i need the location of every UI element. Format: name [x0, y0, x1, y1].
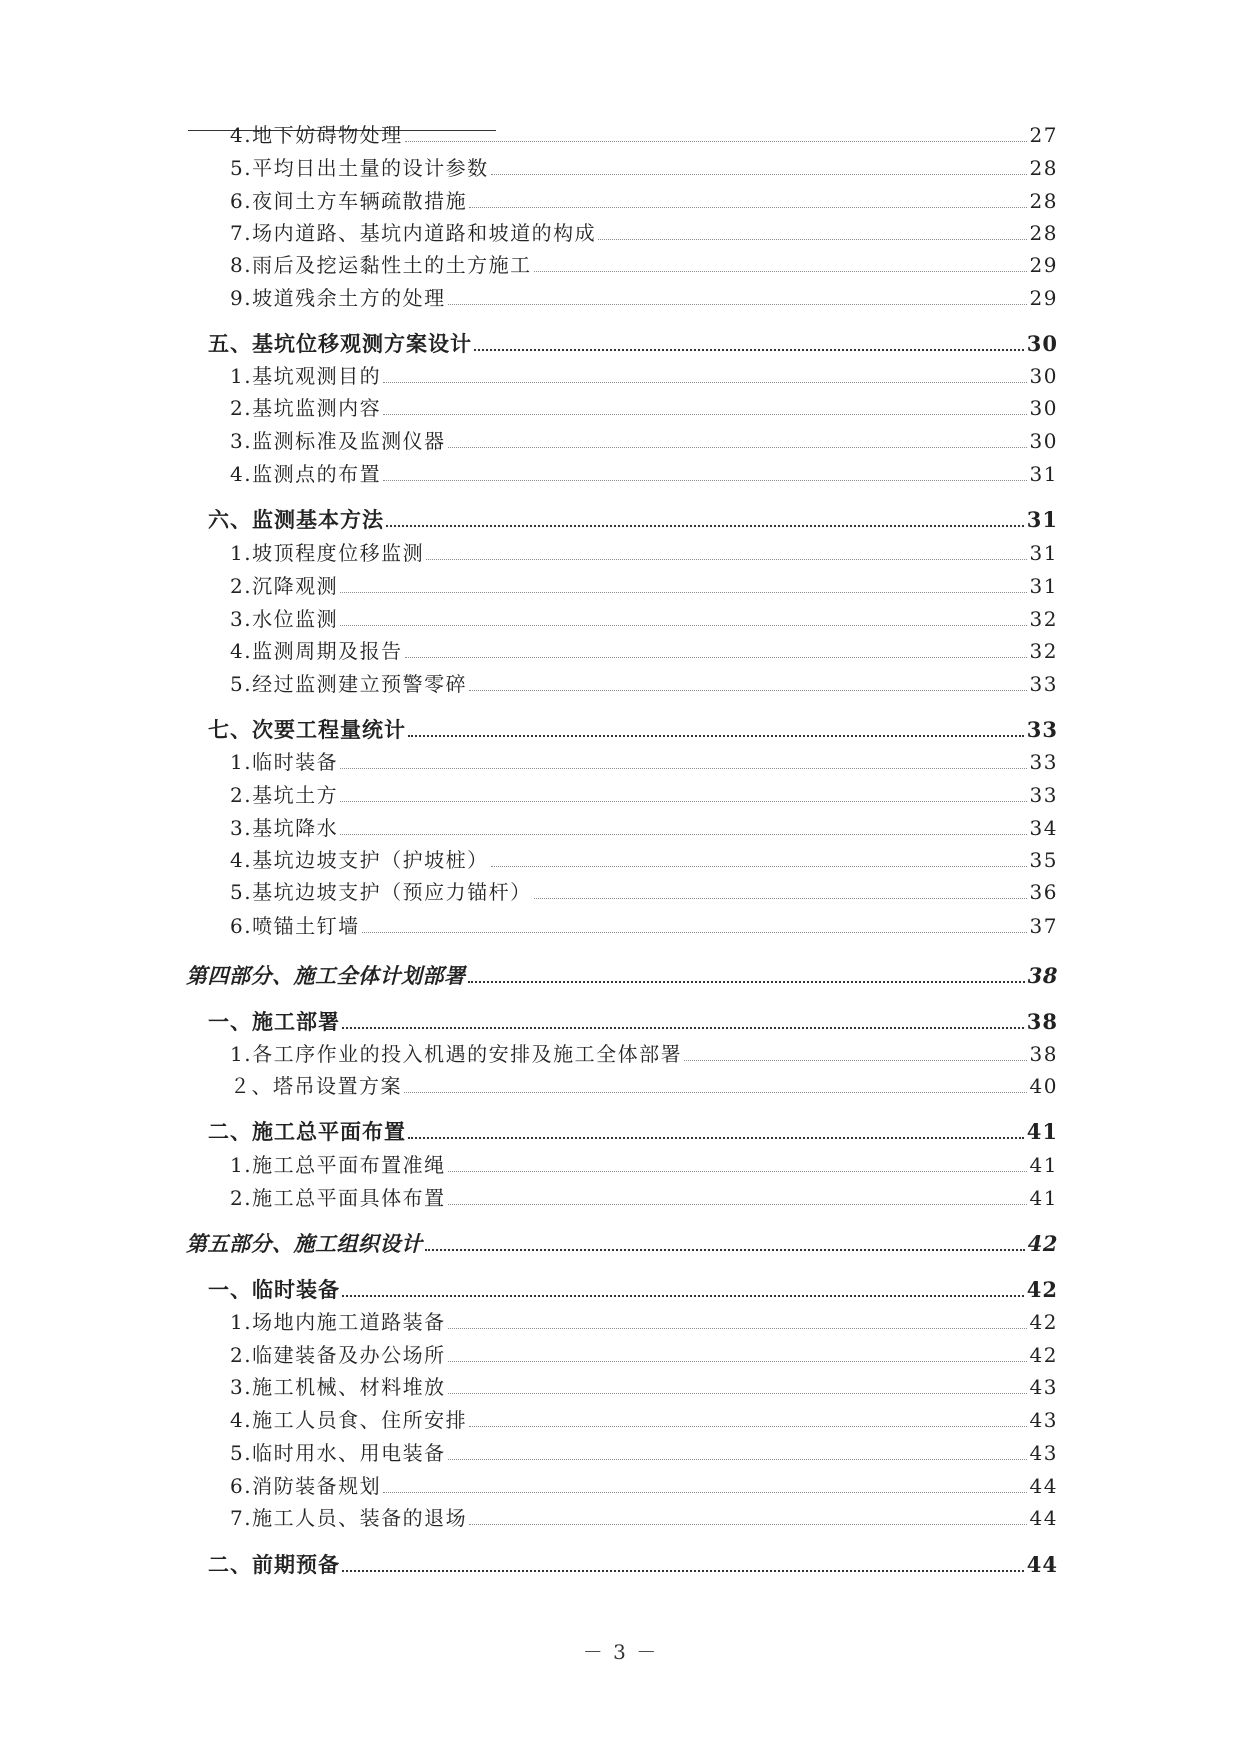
toc-entry-page: 42	[1027, 1231, 1058, 1256]
toc-entry-page: 33	[1029, 783, 1058, 807]
toc-entry[interactable]	[230, 388, 1058, 418]
toc-entry-page: 43	[1029, 1375, 1058, 1399]
toc-entry-title: 6.喷锚土钉墙	[230, 914, 360, 938]
toc-entry-page: 30	[1029, 429, 1058, 453]
toc-entry-title: 1.坡顶程度位移监测	[230, 541, 425, 565]
toc-entry[interactable]	[230, 872, 1058, 902]
toc-entry-page: 31	[1029, 541, 1058, 565]
toc-entry-page: 30	[1029, 364, 1058, 388]
toc-entry-page: 29	[1029, 286, 1058, 310]
toc-entry[interactable]	[230, 356, 1058, 386]
toc-entry[interactable]	[230, 1178, 1058, 1208]
toc-dot-leader	[448, 447, 1027, 448]
toc-entry-page: 29	[1029, 253, 1058, 277]
toc-section-heading[interactable]	[208, 1112, 1058, 1142]
toc-entry-page: 32	[1029, 639, 1058, 663]
toc-entry[interactable]	[230, 1400, 1058, 1430]
toc-dot-leader	[383, 382, 1026, 383]
toc-dot-leader	[448, 1393, 1027, 1394]
toc-dot-leader	[340, 801, 1026, 802]
toc-entry-title: 五、基坑位移观测方案设计	[208, 331, 472, 356]
toc-dot-leader	[342, 1027, 1024, 1029]
toc-dot-leader	[405, 657, 1027, 658]
toc-entry-title: 4.监测周期及报告	[230, 639, 403, 663]
toc-part-heading[interactable]	[186, 1224, 1058, 1254]
toc-section-heading[interactable]	[208, 1545, 1058, 1575]
toc-dot-leader	[448, 1328, 1027, 1329]
toc-entry[interactable]	[230, 421, 1058, 451]
toc-entry-title: 4.施工人员食、住所安排	[230, 1408, 468, 1432]
toc-entry[interactable]	[230, 1145, 1058, 1175]
toc-entry-title: ２、塔吊设置方案	[230, 1074, 402, 1098]
toc-entry-title: 2.临建装备及办公场所	[230, 1343, 446, 1367]
toc-entry-page: 34	[1029, 816, 1058, 840]
toc-dot-leader	[425, 1249, 1025, 1251]
toc-entry-page: 44	[1026, 1552, 1058, 1577]
toc-dot-leader	[469, 1426, 1026, 1427]
toc-section-heading[interactable]	[208, 710, 1058, 740]
toc-entry-page: 30	[1029, 396, 1058, 420]
toc-dot-leader	[340, 625, 1026, 626]
toc-entry[interactable]	[230, 906, 1058, 936]
toc-entry-page: 33	[1029, 750, 1058, 774]
toc-entry[interactable]	[230, 115, 1058, 145]
toc-entry-title: 6.消防装备规划	[230, 1474, 382, 1498]
toc-entry-page: 38	[1026, 1009, 1058, 1034]
toc-entry[interactable]	[230, 631, 1058, 661]
toc-dot-leader	[383, 414, 1026, 415]
toc-entry[interactable]	[230, 1466, 1058, 1496]
toc-entry[interactable]	[230, 1367, 1058, 1397]
toc-entry-page: 35	[1029, 848, 1058, 872]
toc-entry-page: 40	[1029, 1074, 1058, 1098]
toc-entry-page: 41	[1029, 1186, 1058, 1210]
toc-entry-title: 1.各工序作业的投入机遇的安排及施工全体部署	[230, 1042, 683, 1066]
toc-entry-page: 41	[1026, 1119, 1058, 1144]
toc-dot-leader	[448, 1361, 1027, 1362]
toc-dot-leader	[362, 932, 1027, 933]
toc-dot-leader	[386, 525, 1024, 527]
toc-entry-title: 4.地下妨碍物处理	[230, 123, 403, 147]
toc-entry-page: 42	[1029, 1310, 1058, 1334]
toc-entry-page: 28	[1029, 156, 1058, 180]
toc-dot-leader	[448, 1171, 1027, 1172]
toc-entry-page: 41	[1029, 1153, 1058, 1177]
toc-entry-title: 2.基坑土方	[230, 783, 339, 807]
toc-entry-page: 31	[1026, 507, 1058, 532]
toc-entry-title: 2.沉降观测	[230, 574, 339, 598]
toc-entry[interactable]	[230, 808, 1058, 838]
toc-entry-title: 一、临时装备	[208, 1277, 340, 1302]
toc-entry-title: 3.基坑降水	[230, 816, 339, 840]
toc-entry-title: 1.临时装备	[230, 750, 339, 774]
toc-dot-leader	[342, 1295, 1024, 1297]
toc-entry-page: 44	[1029, 1474, 1058, 1498]
toc-dot-leader	[408, 735, 1024, 737]
toc-entry-title: 第五部分、施工组织设计	[186, 1231, 423, 1256]
toc-dot-leader	[598, 239, 1026, 240]
toc-entry[interactable]	[230, 148, 1058, 178]
toc-entry-page: 30	[1026, 331, 1058, 356]
toc-entry[interactable]	[230, 742, 1058, 772]
toc-part-heading[interactable]	[186, 956, 1058, 986]
toc-entry-title: 8.雨后及挖运黏性土的土方施工	[230, 253, 532, 277]
toc-entry-title: 2.施工总平面具体布置	[230, 1186, 446, 1210]
toc-dot-leader	[408, 1137, 1024, 1139]
toc-dot-leader	[469, 690, 1026, 691]
toc-entry[interactable]	[230, 775, 1058, 805]
toc-dot-leader	[491, 174, 1027, 175]
toc-dot-leader	[405, 141, 1027, 142]
toc-entry[interactable]	[230, 566, 1058, 596]
toc-entry[interactable]	[230, 1498, 1058, 1528]
toc-section-heading[interactable]	[208, 1270, 1058, 1300]
toc-entry-title: 3.施工机械、材料堆放	[230, 1375, 446, 1399]
toc-entry-page: 44	[1029, 1506, 1058, 1530]
toc-entry-page: 43	[1029, 1408, 1058, 1432]
toc-entry[interactable]	[230, 664, 1058, 694]
toc-entry[interactable]	[230, 1335, 1058, 1365]
toc-dot-leader	[340, 834, 1026, 835]
toc-dot-leader	[534, 898, 1027, 899]
toc-dot-leader	[469, 1524, 1026, 1525]
toc-entry-title: 六、监测基本方法	[208, 507, 384, 532]
toc-entry-title: 7.施工人员、装备的退场	[230, 1506, 468, 1530]
toc-dot-leader	[383, 1492, 1026, 1493]
toc-entry-page: 43	[1029, 1441, 1058, 1465]
toc-dot-leader	[474, 349, 1024, 351]
toc-entry[interactable]	[230, 1433, 1058, 1463]
toc-entry-title: 一、施工部署	[208, 1009, 340, 1034]
toc-entry-title: 第四部分、施工全体计划部署	[186, 963, 466, 988]
toc-entry[interactable]	[230, 245, 1058, 275]
toc-entry-title: 4.监测点的布置	[230, 462, 382, 486]
toc-entry[interactable]	[230, 840, 1058, 870]
page-number: － 3 －	[582, 1640, 659, 1664]
toc-dot-leader	[342, 1570, 1024, 1572]
toc-entry-title: 5.经过监测建立预警零碎	[230, 672, 468, 696]
toc-entry-page: 33	[1026, 717, 1058, 742]
toc-entry-title: 七、次要工程量统计	[208, 717, 406, 742]
toc-entry[interactable]	[230, 181, 1058, 211]
toc-entry-title: 2.基坑监测内容	[230, 396, 382, 420]
toc-entry[interactable]	[230, 533, 1058, 563]
toc-entry-title: 1.施工总平面布置准绳	[230, 1153, 446, 1177]
toc-dot-leader	[383, 480, 1026, 481]
toc-dot-leader	[426, 559, 1026, 560]
toc-entry-page: 38	[1029, 1042, 1058, 1066]
toc-entry[interactable]	[230, 599, 1058, 629]
toc-dot-leader	[448, 304, 1027, 305]
toc-entry-page: 37	[1029, 914, 1058, 938]
toc-dot-leader	[448, 1204, 1027, 1205]
toc-entry-page: 31	[1029, 574, 1058, 598]
toc-entry-page: 42	[1029, 1343, 1058, 1367]
toc-dot-leader	[448, 1459, 1027, 1460]
toc-entry-page: 33	[1029, 672, 1058, 696]
toc-entry-page: 27	[1029, 123, 1058, 147]
toc-entry-title: 7.场内道路、基坑内道路和坡道的构成	[230, 221, 597, 245]
toc-entry-title: 二、前期预备	[208, 1552, 340, 1577]
toc-dot-leader	[469, 207, 1026, 208]
toc-entry-page: 42	[1026, 1277, 1058, 1302]
toc-section-heading[interactable]	[208, 1002, 1058, 1032]
toc-dot-leader	[404, 1092, 1027, 1093]
toc-entry[interactable]	[230, 213, 1058, 243]
toc-entry-title: 4.基坑边坡支护（护坡桩）	[230, 848, 489, 872]
toc-entry-title: 3.水位监测	[230, 607, 339, 631]
toc-entry[interactable]	[230, 278, 1058, 308]
toc-dot-leader	[491, 866, 1027, 867]
toc-entry-page: 38	[1027, 963, 1058, 988]
toc-entry[interactable]	[230, 1066, 1058, 1096]
toc-entry-title: 1.场地内施工道路装备	[230, 1310, 446, 1334]
toc-dot-leader	[340, 768, 1026, 769]
toc-entry-title: 5.基坑边坡支护（预应力锚杆）	[230, 880, 532, 904]
toc-entry-page: 28	[1029, 189, 1058, 213]
toc-entry-title: 1.基坑观测目的	[230, 364, 382, 388]
toc-entry-page: 31	[1029, 462, 1058, 486]
toc-dot-leader	[468, 981, 1025, 983]
toc-entry[interactable]	[230, 1302, 1058, 1332]
toc-dot-leader	[340, 592, 1026, 593]
toc-dot-leader	[534, 271, 1027, 272]
toc-entry[interactable]	[230, 454, 1058, 484]
toc-section-heading[interactable]	[208, 500, 1058, 530]
toc-entry[interactable]	[230, 1034, 1058, 1064]
toc-entry-title: 二、施工总平面布置	[208, 1119, 406, 1144]
toc-entry-title: 3.监测标准及监测仪器	[230, 429, 446, 453]
toc-section-heading[interactable]	[208, 324, 1058, 354]
toc-entry-page: 28	[1029, 221, 1058, 245]
toc-entry-page: 32	[1029, 607, 1058, 631]
toc-entry-title: 6.夜间土方车辆疏散措施	[230, 189, 468, 213]
toc-dot-leader	[684, 1060, 1026, 1061]
toc-entry-title: 5.临时用水、用电装备	[230, 1441, 446, 1465]
toc-entry-page: 36	[1029, 880, 1058, 904]
toc-entry-title: 9.坡道残余土方的处理	[230, 286, 446, 310]
toc-entry-title: 5.平均日出土量的设计参数	[230, 156, 489, 180]
